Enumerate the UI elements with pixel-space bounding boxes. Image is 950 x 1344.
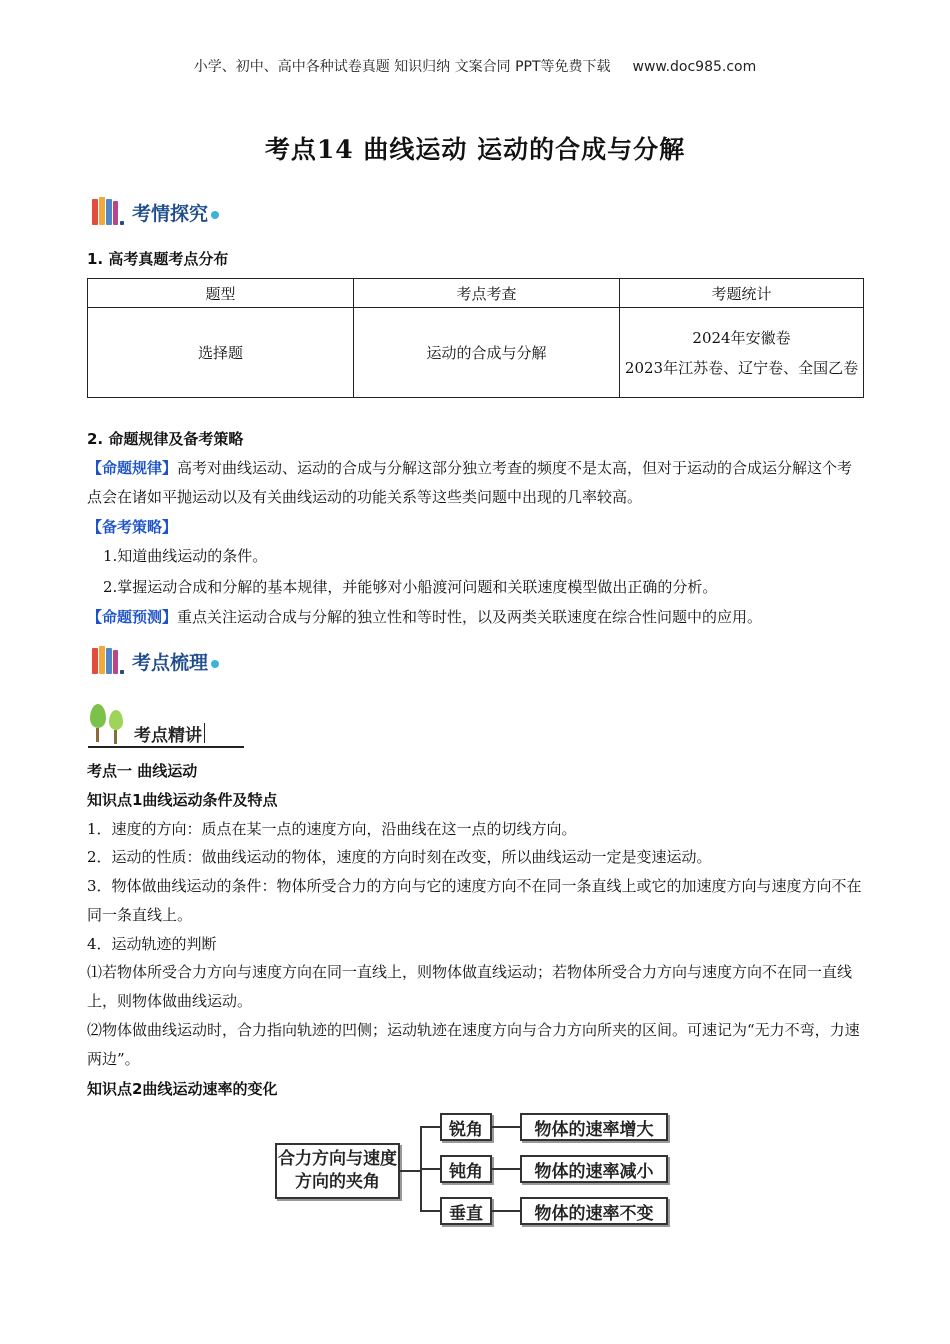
kp-item: 3．物体做曲线运动的条件：物体所受合力的方向与它的速度方向不在同一条直线上或它的加速度方向与速度方向不在同一条直线上。 [87, 877, 862, 924]
section-label: 考点梳理 [132, 651, 209, 674]
kp-item: ⑵物体做曲线运动时，合力指向轨迹的凹侧；运动轨迹在速度方向与合力方向所夹的区间。可速记为“无力不弯，力速两边”。 [87, 1021, 860, 1068]
table-cell-type: 选择题 [88, 308, 354, 398]
law-text: 高考对曲线运动、运动的合成与分解这部分独立考查的频度不是太高，但对于运动的合成运分解这个考点会在诸如平抛运动以及有关曲线运动的功能关系等这些类问题中出现的几率较高。 [87, 459, 853, 506]
connector-line [492, 1210, 520, 1212]
strategy-heading: 2. 命题规律及备考策略 [87, 430, 244, 448]
kp-subheading: 知识点1曲线运动条件及特点 [87, 791, 278, 809]
page-header [0, 56, 950, 76]
kp-item: ⑴若物体所受合力方向与速度方向在同一直线上，则物体做直线运动；若物体所受合力方向与速度方向不在同一直线上，则物体做曲线运动。 [87, 963, 853, 1010]
kp-heading: 考点一 曲线运动 [87, 762, 198, 780]
connector-line [492, 1126, 520, 1128]
exam-distribution-table [87, 278, 864, 398]
header-url-link[interactable]: www.doc985.com [632, 59, 757, 75]
section-label: 考点精讲 [134, 726, 202, 746]
stats-line: 2023年江苏卷、辽宁卷、全国乙卷 [624, 358, 859, 377]
table-row [88, 308, 864, 398]
stats-line: 2024年安徽卷 [692, 328, 791, 347]
connector-line [420, 1210, 440, 1212]
diagram-result-box: 物体的速率增大 [520, 1113, 668, 1141]
law-paragraph [87, 454, 867, 512]
books-icon [90, 197, 130, 227]
books-icon [90, 646, 130, 676]
prep-item: 2.掌握运动合成和分解的基本规律，并能够对小船渡河问题和关联速度模型做出正确的分析。 [103, 578, 718, 596]
pred-paragraph [87, 603, 867, 632]
diagram-angle-box: 垂直 [440, 1197, 492, 1225]
dist-heading: 1. 高考真题考点分布 [87, 250, 229, 268]
diagram-angle-box: 钝角 [440, 1155, 492, 1183]
section-badge-kaoqing [90, 194, 219, 230]
page-title: 考点14 曲线运动 运动的合成与分解 [264, 135, 686, 164]
prep-tag: 【备考策略】 [87, 518, 178, 536]
table-cell-stats [620, 308, 864, 398]
section-badge-kaodian [90, 643, 219, 679]
header-text: 小学、初中、高中各种试卷真题 知识归纳 文案合同 PPT等免费下载 [193, 59, 611, 75]
prep-item: 1.知道曲线运动的条件。 [103, 547, 268, 565]
kp-subheading: 知识点2曲线运动速率的变化 [87, 1080, 278, 1098]
connector-line [492, 1168, 520, 1170]
diagram-root-box: 合力方向与速度方向的夹角 [275, 1143, 400, 1199]
diagram-angle-box: 锐角 [440, 1113, 492, 1141]
kp-item: 2．运动的性质：做曲线运动的物体，速度的方向时刻在改变，所以曲线运动一定是变速运动。 [87, 848, 712, 866]
table-cell-point: 运动的合成与分解 [354, 308, 620, 398]
connector-line [400, 1170, 420, 1172]
section-badge-jingjiang [88, 702, 244, 748]
prep-tag-line [87, 513, 867, 542]
cursor-mark [204, 723, 205, 743]
tree-icon [88, 702, 128, 746]
diagram-result-box: 物体的速率不变 [520, 1197, 668, 1225]
column-header: 考点考查 [354, 279, 620, 308]
pred-text: 重点关注运动合成与分解的独立性和等时性，以及两类关联速度在综合性问题中的应用。 [177, 608, 763, 626]
kp-item: 1．速度的方向：质点在某一点的速度方向，沿曲线在这一点的切线方向。 [87, 820, 577, 838]
diagram-result-box: 物体的速率减小 [520, 1155, 668, 1183]
law-tag: 【命题规律】 [87, 459, 178, 477]
section-label: 考情探究 [132, 202, 209, 225]
connector-line [420, 1126, 440, 1128]
table-header-row [88, 279, 864, 308]
kp-item: 4．运动轨迹的判断 [87, 935, 217, 953]
column-header: 考题统计 [620, 279, 864, 308]
column-header: 题型 [88, 279, 354, 308]
dot-icon [211, 660, 219, 668]
connector-line [420, 1168, 440, 1170]
dot-icon [211, 211, 219, 219]
pred-tag: 【命题预测】 [87, 608, 178, 626]
speed-change-diagram [275, 1110, 675, 1230]
